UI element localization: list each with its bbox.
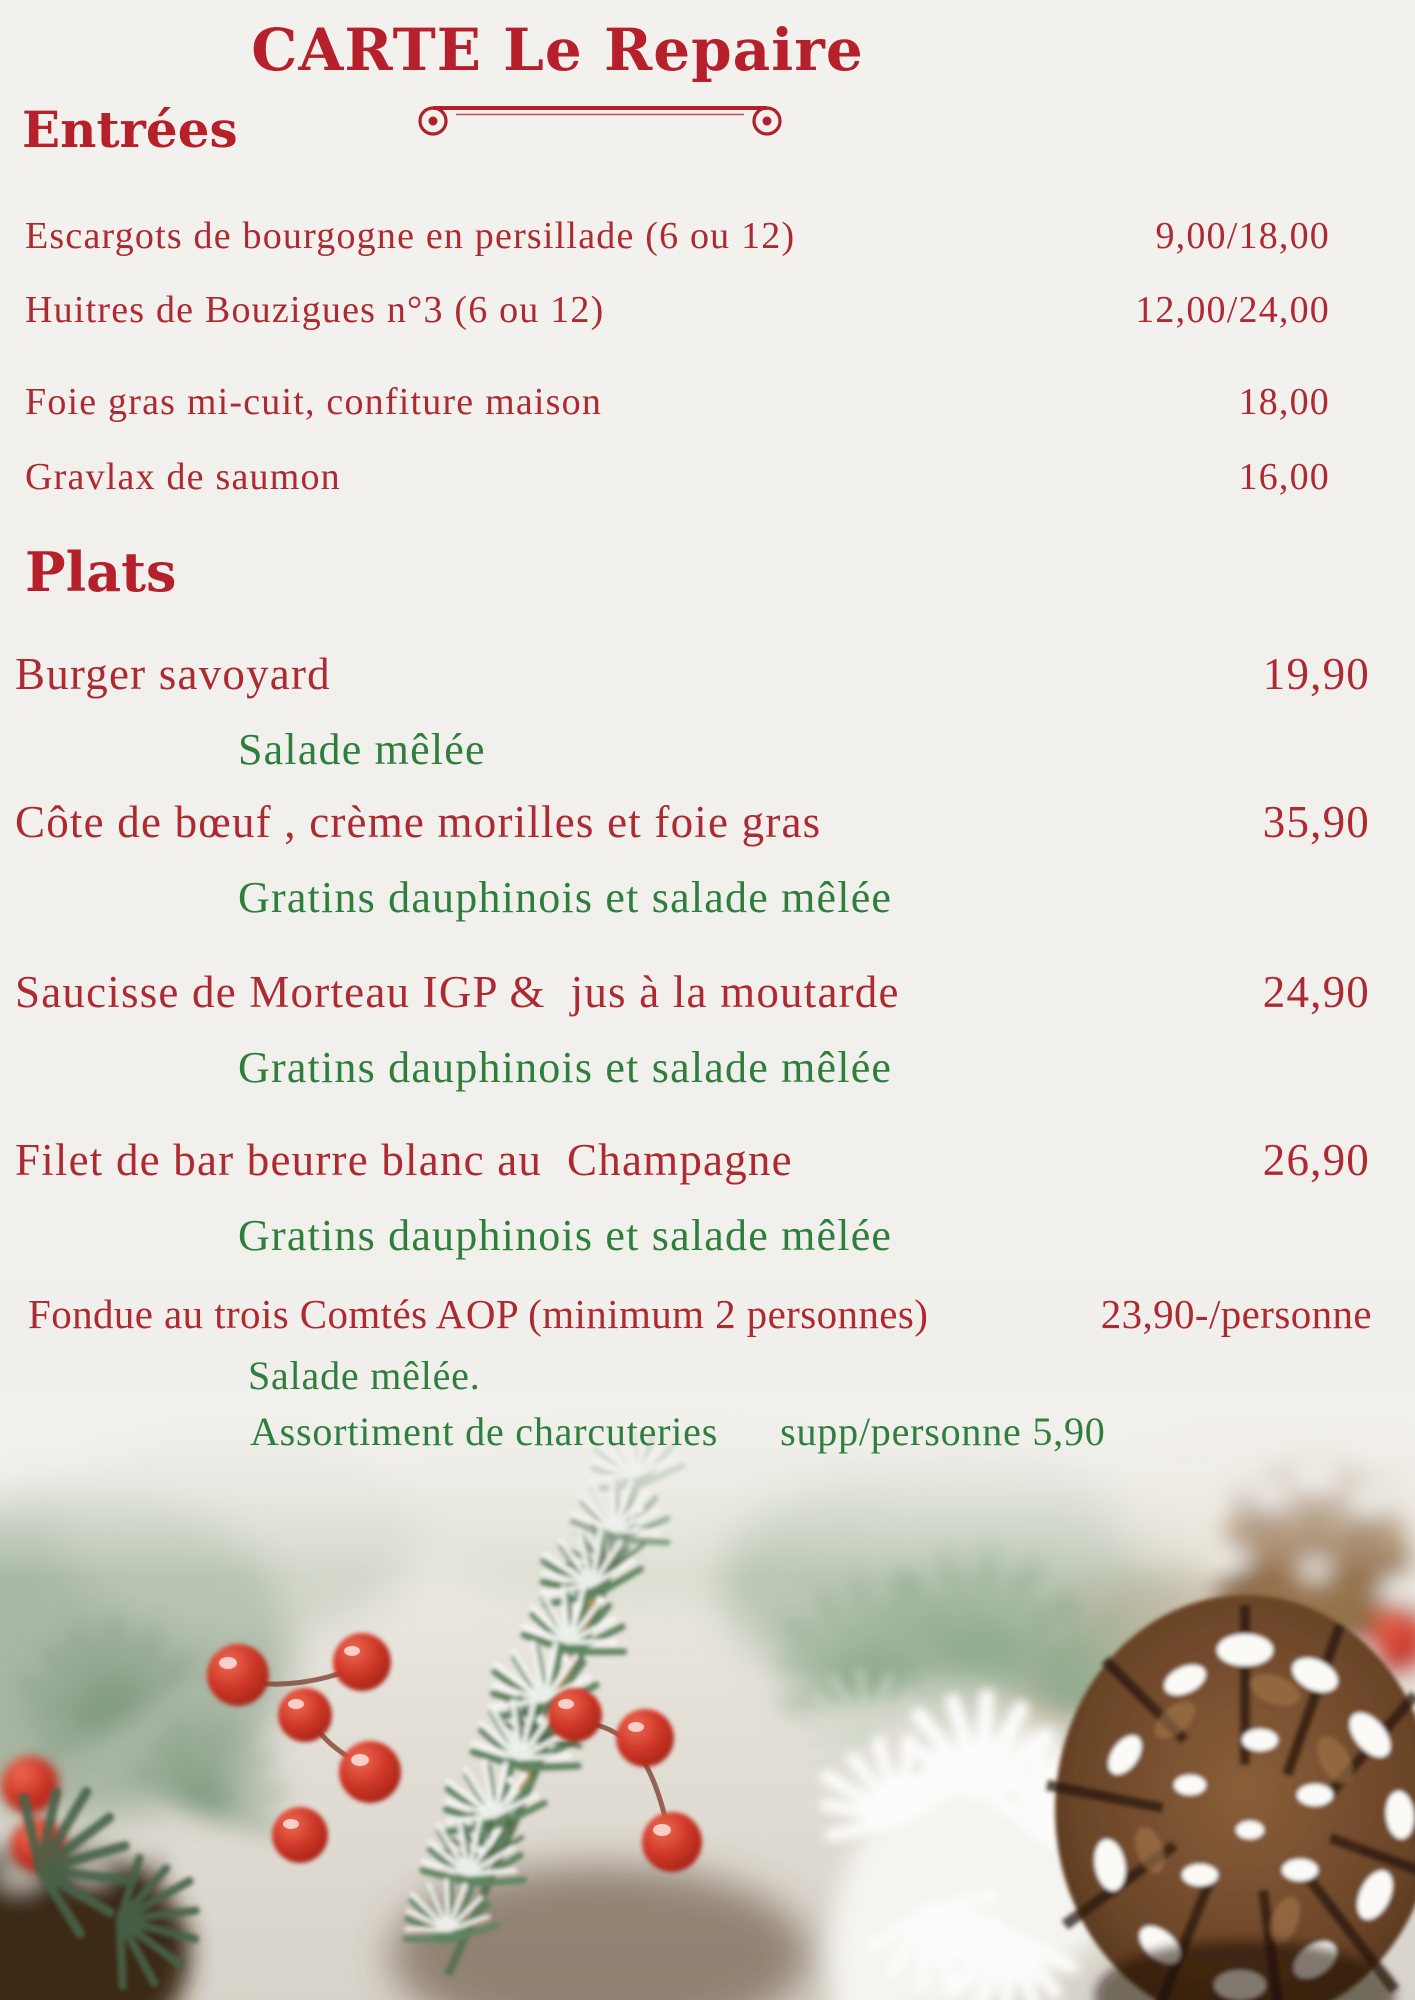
item-name: Côte de bœuf , crème morilles et foie gras [15,797,822,847]
title-flourish [416,96,784,142]
item-price: 12,00/24,00 [1135,289,1330,331]
christmas-photo [0,1390,1415,2000]
item-name: Foie gras mi-cuit, confiture maison [25,381,603,423]
item-price: 26,90 [1262,1135,1370,1185]
christmas-photo-art [0,1390,1415,2000]
item-price: 18,00 [1238,381,1330,423]
menu-item-row [25,380,1330,424]
item-garnish: Gratins dauphinois et salade mêlée [238,1211,893,1260]
item-price: 19,90 [1262,649,1370,699]
item-garnish: Gratins dauphinois et salade mêlée [238,1043,893,1092]
menu-item-row [25,214,1330,258]
item-price: 9,00/18,00 [1155,215,1330,257]
menu-item-row [15,796,1370,848]
menu-item-row [15,648,1370,700]
extra-label: Assortiment de charcuteries [250,1409,719,1454]
menu-item-row [28,1290,1372,1338]
extra-price: supp/personne 5,90 [780,1409,1106,1454]
menu-item-row [25,455,1330,499]
menu-item-row [25,288,1330,332]
section-heading-plats: Plats [25,540,177,604]
item-name: Fondue au trois Comtés AOP (minimum 2 personnes) [28,1291,929,1337]
section-heading-entrees: Entrées [22,100,238,159]
item-name: Escargots de bourgogne en persillade (6 ou 12) [25,215,796,257]
item-name: Saucisse de Morteau IGP & jus à la moutarde [15,967,900,1017]
item-extra-row [250,1408,1106,1455]
item-price: 16,00 [1238,456,1330,498]
item-name: Gravlax de saumon [25,456,341,498]
page-title: CARTE Le Repaire [251,16,864,84]
item-garnish: Gratins dauphinois et salade mêlée [238,873,893,922]
item-price: 24,90 [1262,967,1370,1017]
menu-item-row [15,966,1370,1018]
item-price: 35,90 [1262,797,1370,847]
item-garnish: Salade mêlée. [248,1353,481,1398]
item-price: 23,90-/personne [1100,1291,1372,1337]
item-name: Burger savoyard [15,649,331,699]
item-name: Filet de bar beurre blanc au Champagne [15,1135,793,1185]
item-garnish: Salade mêlée [238,725,486,774]
menu-item-row [15,1134,1370,1186]
item-name: Huitres de Bouzigues n°3 (6 ou 12) [25,289,605,331]
